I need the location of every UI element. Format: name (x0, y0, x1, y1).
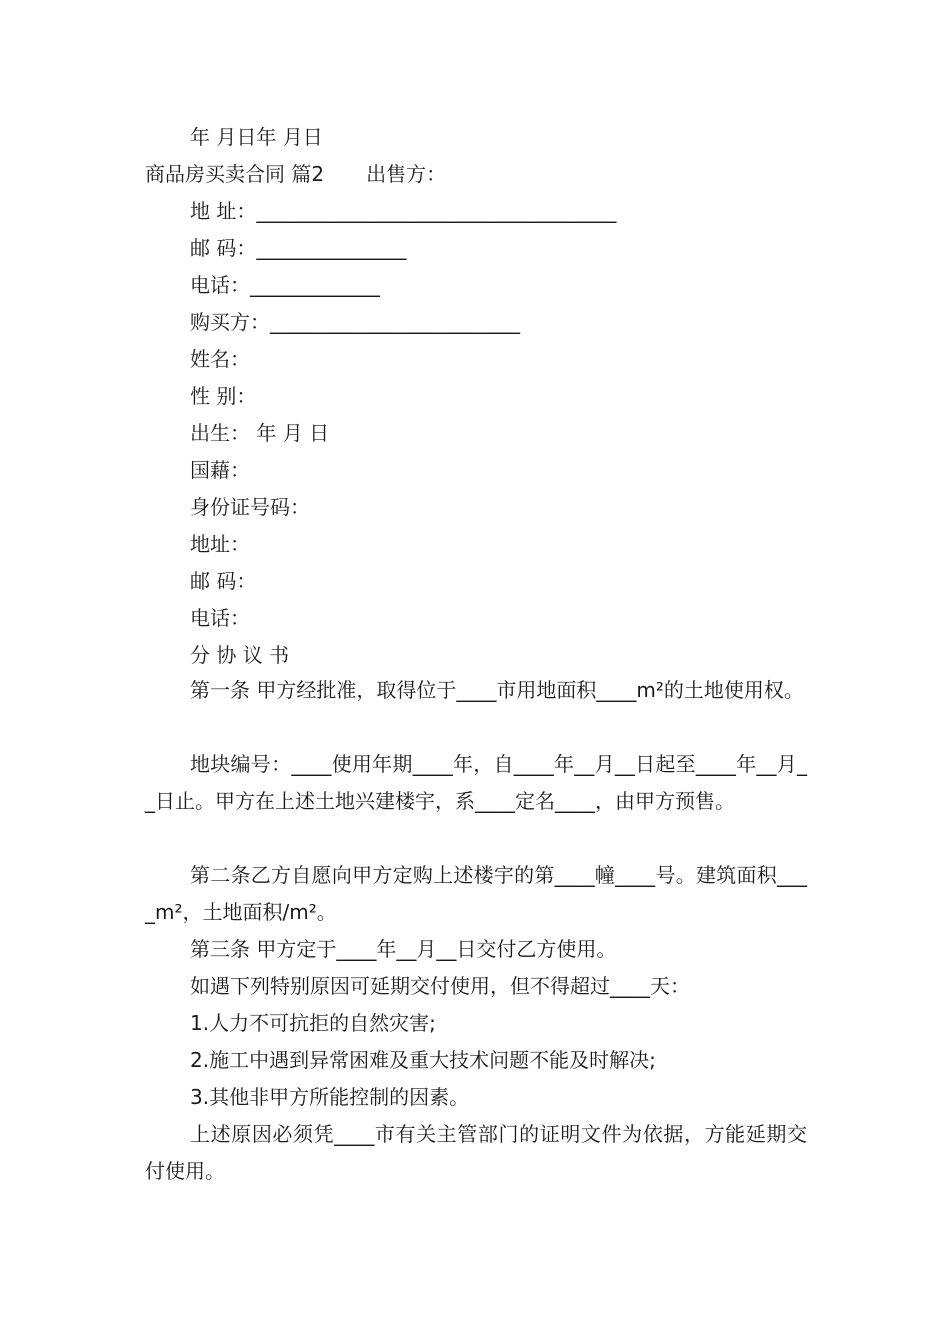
contract-title: 商品房买卖合同 篇2 (145, 162, 325, 186)
seller-phone: 电话：_____________ (190, 273, 380, 297)
buyer-address: 地址： (190, 532, 250, 556)
reason-1: 1.人力不可抗拒的自然灾害; (190, 1011, 436, 1035)
buyer-label: 购买方：_________________________ (190, 310, 520, 334)
article-3-paragraph: 第三条 甲方定于____年__月__日交付乙方使用。 (190, 937, 617, 961)
seller-address: 地 址：____________________________________ (190, 199, 617, 223)
buyer-nationality: 国藉： (190, 458, 250, 482)
article-1-paragraph: 第一条 甲方经批准，取得位于____市用地面积____m²的土地使用权。 (190, 678, 804, 702)
contract-title-row (145, 164, 446, 184)
article-2-paragraph: 第二条乙方自愿向甲方定购上述楼宇的第____幢____号。建筑面积____m²，土地面积/m²。 (145, 863, 807, 924)
buyer-phone: 电话： (190, 606, 250, 630)
delay-intro-paragraph: 如遇下列特别原因可延期交付使用，但不得超过____天： (190, 974, 690, 998)
reason-2: 2.施工中遇到异常困难及重大技术问题不能及时解决; (190, 1048, 656, 1072)
buyer-birth: 出生： 年 月 日 (190, 421, 330, 445)
plot-paragraph: 地块编号：____使用年期____年，自____年__月__日起至____年__月__日止。甲方在上述土地兴建楼宇，系____定名____，由甲方预售。 (145, 752, 807, 813)
buyer-name: 姓名： (190, 347, 250, 371)
buyer-postcode: 邮 码： (190, 569, 257, 593)
agreement-heading: 分 协 议 书 (190, 643, 290, 667)
seller-postcode: 邮 码：_______________ (190, 236, 407, 260)
buyer-id-number: 身份证号码： (190, 495, 310, 519)
buyer-gender: 性 别： (190, 384, 257, 408)
proof-paragraph: 上述原因必须凭____市有关主管部门的证明文件为依据，方能延期交付使用。 (145, 1122, 807, 1183)
seller-label: 出售方： (366, 162, 447, 186)
reason-3: 3.其他非甲方所能控制的因素。 (190, 1085, 470, 1109)
date-line: 年 月日年 月日 (190, 125, 323, 149)
